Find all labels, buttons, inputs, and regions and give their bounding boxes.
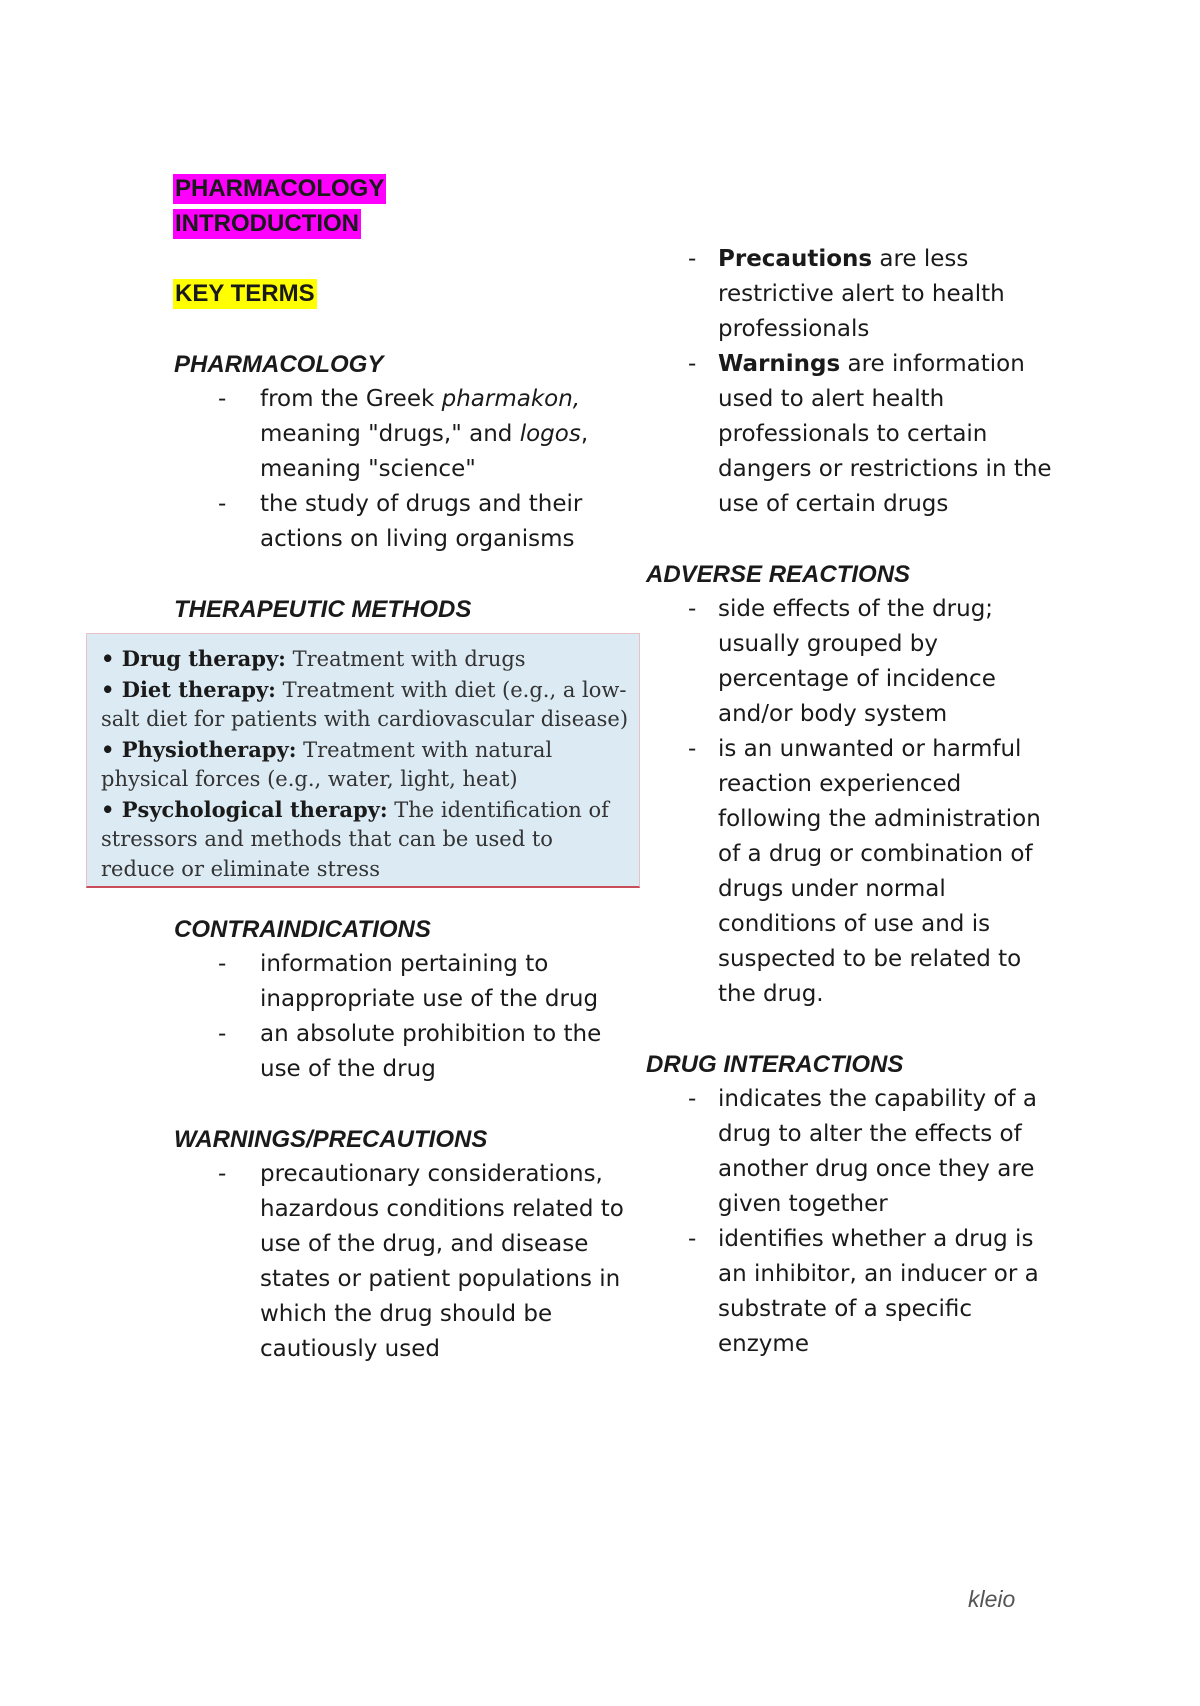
therapy-item: • Physiotherapy: Treatment with natural physical forces (e.g., water, light, heat) — [101, 736, 553, 791]
therapy-item: • Diet therapy: Treatment with diet (e.g., a low-salt diet for patients with cardiovascular disease) — [101, 676, 629, 731]
contraindications-heading: CONTRAINDICATIONS — [174, 916, 431, 943]
key-terms-label: KEY TERMS — [175, 280, 315, 307]
therapy-item: • Psychological therapy: The identification of stressors and methods that can be used to reduce or eliminate stress — [101, 796, 609, 881]
footer-signature: kleio — [968, 1586, 1016, 1612]
contraindications-bullet-2: - an absolute prohibition to the use of the drug — [174, 1017, 644, 1087]
drug-interactions-heading: DRUG INTERACTIONS — [646, 1051, 904, 1078]
warnings-bullet-1: - precautionary considerations, hazardous conditions related to use of the drug, and disease states or patient populations in which the drug should be cautiously used — [174, 1157, 644, 1367]
dash-marker: - — [688, 1226, 697, 1252]
title-line-1: PHARMACOLOGY — [175, 175, 385, 202]
therapy-item: • Drug therapy: Treatment with drugs — [101, 646, 526, 671]
dash-marker: - — [688, 351, 697, 377]
interactions-bullet-2: - identifies whether a drug is an inhibitor, an inducer or a substrate of a specific enzyme — [646, 1222, 1066, 1362]
pharmacology-bullet-1: - from the Greek pharmakon, meaning "drugs," and logos, meaning "science" — [174, 382, 644, 487]
pharmacology-bullet-2: - the study of drugs and their actions on living organisms — [174, 487, 644, 557]
dash-marker: - — [688, 596, 697, 622]
adverse-bullet-1: - side effects of the drug; usually grouped by percentage of incidence and/or body system — [646, 592, 1066, 732]
adverse-bullet-2: - is an unwanted or harmful reaction experienced following the administration of a drug or combination of drugs under normal conditions of use and is suspected to be related to the drug. — [646, 732, 1066, 1012]
title-line-2: INTRODUCTION — [175, 210, 359, 237]
right-column — [646, 172, 1066, 1362]
dash-marker: - — [688, 246, 697, 272]
dash-marker: - — [218, 1021, 227, 1047]
contraindications-bullet-1: - information pertaining to inappropriate use of the drug — [174, 947, 644, 1017]
therapeutic-methods-box — [86, 633, 640, 888]
dash-marker: - — [218, 386, 227, 412]
left-column — [101, 172, 644, 1367]
dash-marker: - — [218, 491, 227, 517]
warnings-heading: WARNINGS/PRECAUTIONS — [174, 1126, 488, 1153]
dash-marker: - — [218, 951, 227, 977]
dash-marker: - — [218, 1161, 227, 1187]
therapeutic-methods-heading: THERAPEUTIC METHODS — [174, 596, 472, 623]
dash-marker: - — [688, 1086, 697, 1112]
warnings-bullet: - Warnings are information used to alert health professionals to certain dangers or restrictions in the use of certain drugs — [646, 347, 1066, 522]
interactions-bullet-1: - indicates the capability of a drug to alter the effects of another drug once they are given together — [646, 1082, 1066, 1222]
dash-marker: - — [688, 736, 697, 762]
precautions-bullet: - Precautions are less restrictive alert to health professionals — [646, 242, 1066, 347]
pharmacology-heading: PHARMACOLOGY — [174, 351, 384, 378]
adverse-reactions-heading: ADVERSE REACTIONS — [646, 561, 911, 588]
